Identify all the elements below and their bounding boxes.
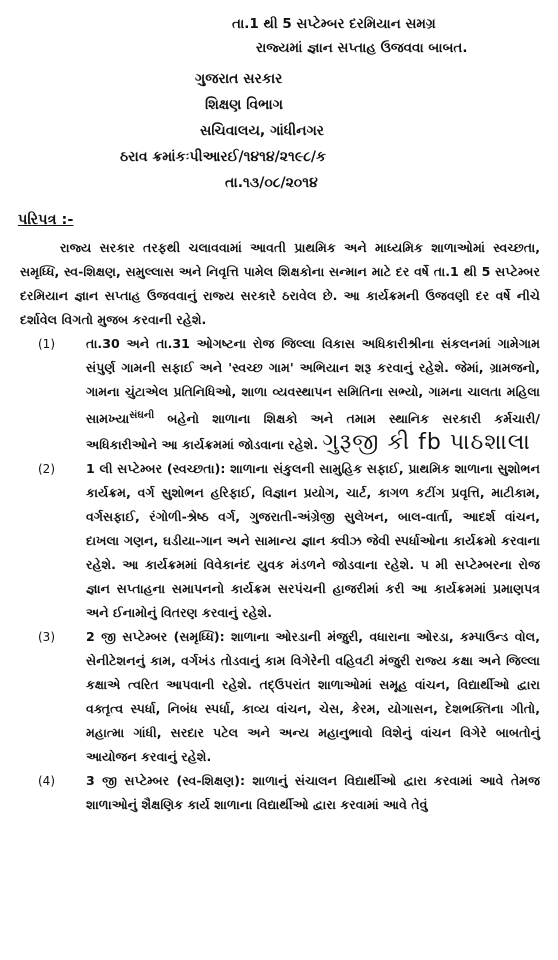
resolution-number: ઠરાવ ક્રમાંકઃપીઆરઈ/૧૪૧૪/૨૧૯૮/ક — [120, 149, 326, 165]
list-item — [20, 769, 540, 817]
subject-line-1: તા.1 થી 5 સપ્ટેમ્બર દરમિયાન સમગ્ર — [232, 16, 436, 32]
circular-body — [20, 236, 540, 817]
list-item — [20, 332, 540, 457]
office-location: સચિવાલય, ગાંધીનગર — [200, 123, 325, 139]
government-name: ગુજરાત સરકાર — [195, 71, 283, 87]
item-number: (4) — [38, 774, 55, 789]
item-text: તા.30 અને તા.31 ઓગષ્ટના રોજ જિલ્લા વિકાસ અધિકારીશ્રીના સંકલનમાં ગામેગામ સંપુર્ણ ગામની સફાઈ અને 'સ્વચ્છ ગામ' અભિયાન શરૂ કરવાનું રહેશે. જેમાં, ગ્રામજનો, ગામના ચુંટાએલ પ્રતિનિધિઓ, શાળા વ્યવસ્થાપન સમિતિના સભ્યો, ગામના ચાલતા મહિલા સામખ્યા — [86, 336, 540, 427]
intro-paragraph: રાજ્ય સરકાર તરફથી ચલાવવામાં આવતી પ્રાથમિક અને માધ્યમિક શાળાઓમાં સ્વચ્છતા, સમૃધ્ધિ, સ્વ-શિક્ષણ, સમુલ્લાસ અને નિવૃત્તિ પામેલ શિક્ષકોના સન્માન માટે દર વર્ષે તા.1 થી 5 સપ્ટેમ્બર દરમિયાન જ્ઞાન સપ્તાહ ઉજવવાનું રાજ્ય સરકારે ઠરાવેલ છે. આ કાર્યક્રમની ઉજવણી દર વર્ષે નીચે દર્શાવેલ વિગતો મુજબ કરવાની રહેશે. — [20, 240, 540, 327]
list-item — [20, 625, 540, 769]
item-text: 2 જી સપ્ટેમ્બર (સમૃધ્ધિ): શાળાના ઓરડાની મંજુરી, વધારાના ઓરડા, કમ્પાઉન્ડ વોલ, સેનીટેશનનું કામ, વર્ગખંડ તોડવાનું કામ વિગેરેની વહિવટી મંજુરી રાજ્ય કક્ષા અને જિલ્લા કક્ષાએ ત્વરિત આપવાની રહેશે. તદ્ઉપરાંત શાળાઓમાં સમૂહ વાંચન, વિદ્યાર્થીઓ દ્વારા વક્તૃત્વ સ્પર્ધા, નિબંધ સ્પર્ધા, કાવ્ય વાંચન, ચેસ, કેરમ, યોગાસન, દેશભક્તિના ગીતો, મહાત્મા ગાંધી, સરદાર પટેલ અને અન્ય મહાનુભાવો વિશેનું વાંચન વિગેરે બાબતોનું આયોજન કરવાનું રહેશે. — [86, 629, 540, 765]
resolution-date: તા.૧૩/૦૮/૨૦૧૪ — [225, 175, 318, 191]
list-item — [20, 457, 540, 625]
watermark-text: ગુરૂજી કી fb પાઠશાલા — [322, 430, 531, 456]
handwritten-note: સંઘની — [129, 410, 155, 421]
item-text: 3 જી સપ્ટેમ્બર (સ્વ-શિક્ષણ): શાળાનું સંચાલન વિદ્યાર્થીઓ દ્વારા કરવામાં આવે તેમજ શાળાઓનું શૈક્ષણિક કાર્ય શાળાના વિદ્યાર્થીઓ દ્વારા કરવામાં આવે તેવું — [86, 773, 540, 813]
circular-title: પરિપત્ર :- — [18, 212, 74, 228]
item-number: (3) — [38, 630, 55, 645]
subject-line-2: રાજ્યમાં જ્ઞાન સપ્તાહ ઉજવવા બાબત. — [256, 40, 468, 56]
item-number: (2) — [38, 462, 55, 477]
subject-block — [232, 12, 548, 60]
item-number: (1) — [38, 337, 55, 351]
issuer-header — [120, 66, 420, 196]
department-name: શિક્ષણ વિભાગ — [205, 97, 283, 113]
item-text-continued: બહેનો શાળાના શિક્ષકો અને તમામ સ્થાનિક સરકારી કર્મચારી/અધિકારીઓને આ કાર્યક્રમમાં જોડવાના રહેશે. — [86, 411, 540, 453]
item-text: 1 લી સપ્ટેમ્બર (સ્વચ્છતા): શાળાના સંકુલની સામુહિક સફાઈ, પ્રાથમિક શાળાના સુશોભન કાર્યક્રમ, વર્ગ સુશોભન હરિફાઈ, વિજ્ઞાન પ્રયોગ, ચાર્ટ, કાગળ કટીંગ પ્રવૃત્તિ, માટીકામ, વર્ગસફાઈ, રંગોળી-શ્રેષ્ઠ વર્ગ, ગુજરાતી-અંગ્રેજી સુલેખન, બાલ-વાર્તા, આદર્શ વાંચન, દાખલા ગણન, ઘડીયા-ગાન અને સામાન્ય જ્ઞાન ક્વીઝ જેવી સ્પર્ધાઓના કાર્યક્રમો કરવાના રહેશે. આ કાર્યક્રમમાં વિવેકાનંદ યુવક મંડળને જોડવાના રહેશે. ૫ મી સપ્ટેમ્બરના રોજ જ્ઞાન સપ્તાહના સમાપનનો કાર્યક્રમ સરપંચની હાજરીમાં કરી આ કાર્યક્રમમાં પ્રમાણપત્ર અને ઈનામોનું વિતરણ કરવાનું રહેશે. — [86, 461, 540, 621]
